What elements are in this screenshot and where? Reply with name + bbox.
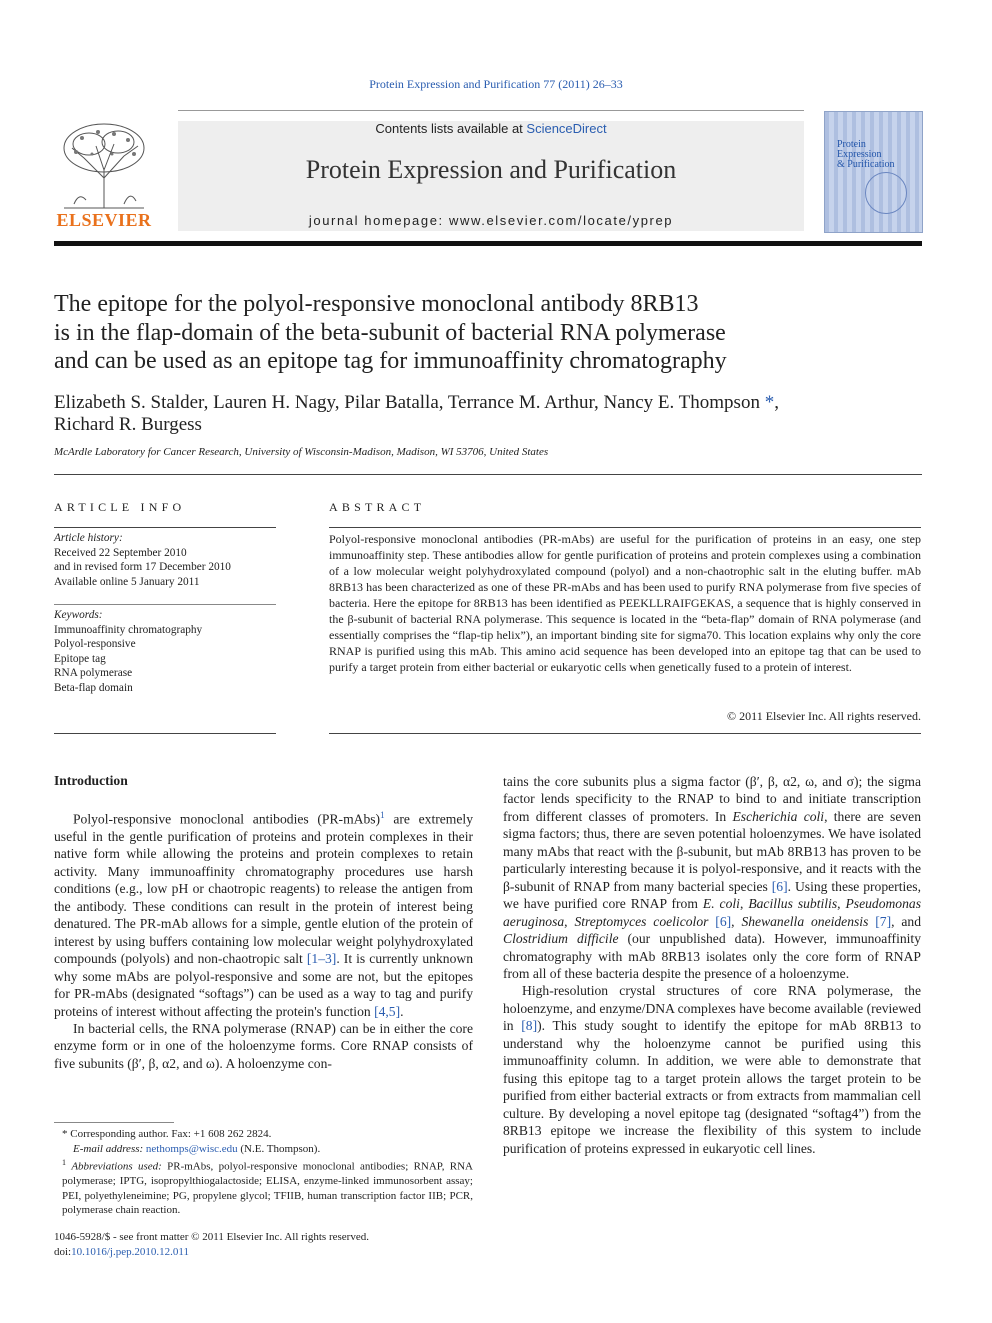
email-owner: (N.E. Thompson). <box>237 1142 321 1155</box>
doi-link[interactable]: 10.1016/j.pep.2010.12.011 <box>71 1245 189 1258</box>
species-name: Escherichia coli <box>732 808 825 824</box>
email-label: E-mail address: <box>73 1142 144 1155</box>
text-run: . Using these properties, we have purified core RNAP from <box>503 878 921 912</box>
homepage-link[interactable]: www.elsevier.com/locate/yprep <box>448 213 674 228</box>
article-title-line: The epitope for the polyol-responsive monoclonal antibody 8RB13 <box>54 291 699 317</box>
author-list <box>54 392 914 436</box>
email-link[interactable]: nethomps@wisc.edu <box>145 1142 238 1155</box>
footnote-mark: 1 <box>62 1158 66 1167</box>
intro-paragraph: In bacterial cells, the RNA polymerase (RNAP) can be in either the core enzyme form or in one of the holoenzyme forms. Core RNAP consists of five subunits (β′, β, α2, and ω). A holoenzyme con- <box>54 1020 473 1071</box>
issn-line: 1046-5928/$ - see front matter © 2011 Elsevier Inc. All rights reserved. <box>54 1231 369 1243</box>
article-title <box>54 290 914 376</box>
homepage-prefix: journal homepage: <box>308 213 449 228</box>
journal-title: Protein Expression and Purification <box>305 155 677 184</box>
citation-link[interactable]: [6] <box>771 878 788 894</box>
authors-punctuation: , <box>774 392 779 413</box>
species-name: Pseudomonas aeruginosa <box>503 896 921 929</box>
text-run: . It is currently unknown why some mAbs are polyol-responsive and some are not, but the epitopes for PR-mAbs (designated “softags”) can be used as a way to tag and purify proteins of interest without affecting the protein's function <box>54 951 474 1019</box>
keywords-rule <box>54 604 276 605</box>
footnote-mark: * <box>62 1128 68 1140</box>
corresponding-author-link[interactable]: * <box>764 392 775 413</box>
affiliation-rule <box>54 474 922 475</box>
cover-title-line: Expression <box>837 149 882 160</box>
keyword: Epitope tag <box>54 652 106 665</box>
text-run: (our unpublished data). However, immunoaffinity chromatography with mAb 8RB13 isolates only the core form of RNAP from all of these bacteria despite the presence of a holoenzyme. <box>503 931 921 981</box>
text-run: , <box>837 896 846 912</box>
text-run: ). This study sought to identify the epitope for mAb 8RB13 to understand why the holoenzyme cannot be purified using this immunoaffinity column. In addition, we were able to demonstrate that fusing this epitope tag to a target protein allows the target protein to be purified from either bacterial extracts or from extracts from mammalian cell culture. By developing a novel epitope tag (designated “softag4”) from the 8RB13 epitope we increase the flexibility of this system to include purification of proteins expressed in eukaryotic cell lines. <box>503 1018 921 1156</box>
publisher-wordmark: ELSEVIER <box>56 210 152 230</box>
cover-title-line: Protein <box>837 139 866 150</box>
text-run: , <box>731 913 742 929</box>
journal-cover-image[interactable] <box>824 111 923 233</box>
contents-line <box>178 121 804 136</box>
intro-left-column <box>54 807 473 1072</box>
species-name: Shewanella oneidensis <box>741 913 869 929</box>
sciencedirect-link[interactable]: ScienceDirect <box>526 121 607 136</box>
affiliation: McArdle Laboratory for Cancer Research, University of Wisconsin-Madison, Madison, WI 53706, United States <box>54 446 549 458</box>
article-history <box>54 531 276 589</box>
history-item: and in revised form 17 December 2010 <box>54 561 231 573</box>
abstract-text: Polyol-responsive monoclonal antibodies (PR-mAbs) are useful for the purification of proteins in an easy, one step immunoaffinity step. These antibodies allow for gentle purification of proteins and protein complexes using a combination of a low molecular weight polyhydroxylated compound (polyol) and a non-chaotrophic salt in the eluting buffer. mAb 8RB13 has been characterized as one of these PR-mAbs and has been used to purify RNA polymerase from five species of bacteria. Here the epitope for 8RB13 has been identified as PEEKLLRAIFGEKAS, a sequence that is highly conserved in the β-subunit of bacterial RNA polymerase. This sequence is located in the “beta-flap” domain of RNA polymerase (and essentially comprises the “flap-tip helix”), an important binding site for sigma70. This location explains why only the core RNAP is purified using this mAb. This amino acid sequence has been developed into an epitope tag that can be used to purify a target protein from either bacterial or eukaryotic cells when genetically fused to a protein of interest. <box>329 532 921 674</box>
journal-citation[interactable]: Protein Expression and Purification 77 (2011) 26–33 <box>369 77 623 91</box>
header-thick-rule <box>54 241 922 246</box>
text-run: , <box>564 913 575 929</box>
abbreviations-text: PR-mAbs, polyol-responsive monoclonal antibodies; RNAP, RNA polymerase; IPTG, isopropylthiogalactoside; ELISA, enzyme-linked immunosorbent assay; PEI, polyethyleneimine; PG, propylene glycol; TFIIB, human transcription factor IIB; PCR, polymerase chain reaction. <box>62 1160 474 1217</box>
journal-homepage <box>178 213 804 228</box>
publication-info <box>54 1230 554 1259</box>
species-name: E. coli <box>702 896 740 912</box>
species-name: Clostridium difficile <box>503 931 619 947</box>
text-run: tains the core subunits plus a sigma factor (β′, β, α2, ω, and σ); the sigma factor lends specificity to the RNAP to bind to and initiate transcription from different classes of promoters. In <box>503 774 921 824</box>
intro-paragraph <box>503 982 921 1157</box>
citation-link[interactable]: [1–3] <box>306 951 337 967</box>
text-run: High-resolution crystal structures of core RNA polymerase, the holoenzyme, and enzyme/DNA complexes have become available (reviewed in <box>503 983 921 1034</box>
citation-link[interactable]: [6] <box>715 913 732 929</box>
keyword: Immunoaffinity chromatography <box>54 623 203 636</box>
text-run: are extremely useful in the gentle purification of proteins and protein complexes in their native form while allowing the proteins and protein complexes to retain activity. Many immunoaffinity chromatography procedures use harsh conditions (e.g., low pH or chaotropic reagents) to release the antigen from the antibody. These conditions can result in the protein of interest being denatured. The PR-mAb allows for a simple, gentle elution of the protein of interest by using buffers containing low molecular weight polyhydroxylated compounds (polyols) and non-chaotropic salt <box>54 811 473 967</box>
citation-link[interactable]: [7] <box>875 913 892 929</box>
intro-right-column <box>503 773 921 1157</box>
abstract-copyright: © 2011 Elsevier Inc. All rights reserved. <box>727 709 921 723</box>
history-item: Available online 5 January 2011 <box>54 575 200 588</box>
footnote-rule <box>54 1122 174 1123</box>
article-info-heading: ARTICLE INFO <box>54 500 186 514</box>
abstract-heading: ABSTRACT <box>329 500 426 514</box>
intro-paragraph-continued <box>503 773 921 982</box>
citation-link[interactable]: [8] <box>521 1018 538 1034</box>
authors-line: Elizabeth S. Stalder, Lauren H. Nagy, Pilar Batalla, Terrance M. Arthur, Nancy E. Thompson <box>54 392 760 413</box>
header-rule <box>178 110 804 111</box>
text-run: . <box>400 1003 404 1019</box>
keywords-label: Keywords: <box>54 609 103 621</box>
abbreviations-label: Abbreviations used: <box>71 1160 162 1173</box>
article-info-rule <box>54 527 276 528</box>
article-info-bottom-rule <box>54 733 276 734</box>
history-label: Article history: <box>54 532 123 544</box>
abstract-bottom-rule <box>329 733 921 734</box>
text-run: , there are seven sigma factors; thus, there are seven potential holoenzymes. We have isolated many mAbs that react with the β-subunit, but mAb 8RB13 has proven to be particularly interesting because it is polyol-responsive, and it reacts with the β-subunit of RNAP from many bacterial species <box>503 808 922 894</box>
keyword: Beta-flap domain <box>54 681 133 694</box>
cover-title <box>837 140 895 170</box>
cover-title-line: & Purification <box>837 159 895 170</box>
authors-line: Richard R. Burgess <box>54 414 202 435</box>
species-name: Streptomyces coelicolor <box>574 913 709 929</box>
text-run: , <box>739 896 749 912</box>
text-run: , and <box>891 913 922 929</box>
keyword: Polyol-responsive <box>54 638 136 650</box>
abstract-rule <box>329 527 921 528</box>
keywords <box>54 608 276 695</box>
contents-prefix: Contents lists available at <box>375 121 527 136</box>
intro-paragraph <box>54 807 473 1020</box>
article-title-line: and can be used as an epitope tag for immunoaffinity chromatography <box>54 348 727 374</box>
footnotes <box>54 1127 473 1218</box>
corresponding-note: Corresponding author. Fax: +1 608 262 2824. <box>70 1128 272 1140</box>
citation-link[interactable]: [4,5] <box>374 1003 401 1019</box>
keyword: RNA polymerase <box>54 667 133 679</box>
species-name: Bacillus subtilis <box>748 896 838 912</box>
article-title-line: is in the flap-domain of the beta-subunit of bacterial RNA polymerase <box>54 319 726 346</box>
introduction-heading: Introduction <box>54 773 128 788</box>
doi-label: doi: <box>54 1245 72 1258</box>
text-run: Polyol-responsive monoclonal antibodies (PR-mAbs) <box>73 811 381 827</box>
footnote-ref[interactable]: 1 <box>380 810 385 820</box>
history-item: Received 22 September 2010 <box>54 546 187 559</box>
